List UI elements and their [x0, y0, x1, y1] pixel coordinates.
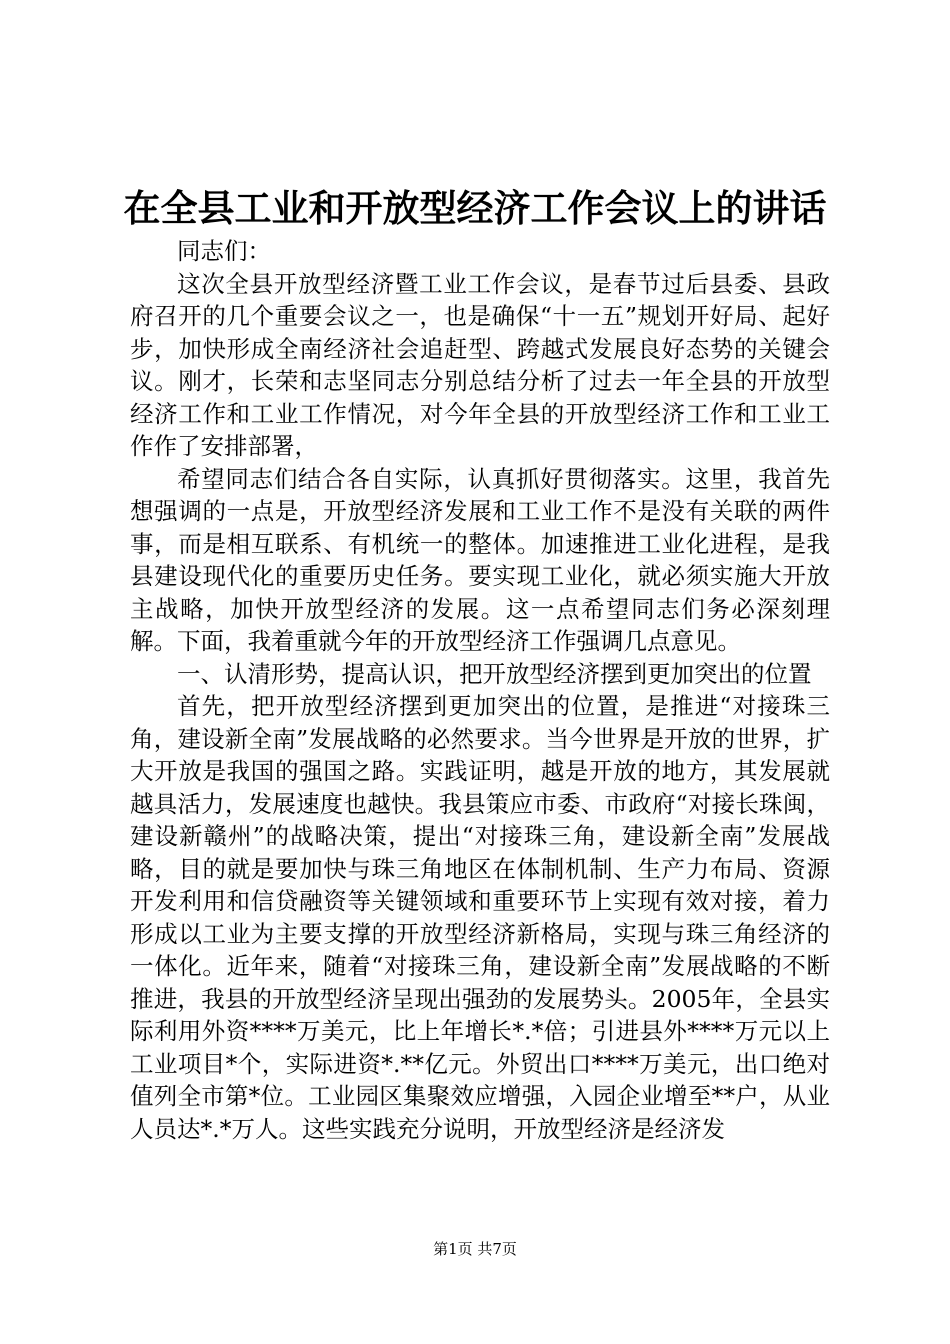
- body-paragraph: 这次全县开放型经济暨工业工作会议，是春节过后县委、县政府召开的几个重要会议之一，也是确保“十一五”规划开好局、起好步，加快形成全南经济社会追赶型、跨越式发展良好态势的关键会议。刚才，长荣和志坚同志分别总结分析了过去一年全县的开放型经济工作和工业工作情况，对今年全县的开放型经济工作和工业工作作了安排部署，: [130, 269, 830, 460]
- document-title: 在全县工业和开放型经济工作会议上的讲话: [123, 186, 827, 230]
- page-footer: 第1页 共7页: [433, 1240, 517, 1258]
- body-paragraph: 希望同志们结合各自实际，认真抓好贯彻落实。这里，我首先想强调的一点是，开放型经济发展和工业工作不是没有关联的两件事，而是相互联系、有机统一的整体。加速推进工业化进程，是我县建设现代化的重要历史任务。要实现工业化，就必须实施大开放主战略，加快开放型经济的发展。这一点希望同志们务必深刻理解。下面，我着重就今年的开放型经济工作强调几点意见。: [130, 464, 830, 655]
- body-paragraph: 首先，把开放型经济摆到更加突出的位置，是推进“对接珠三角，建设新全南”发展战略的必然要求。当今世界是开放的世界，扩大开放是我国的强国之路。实践证明，越是开放的地方，其发展就越具活力，发展速度也越快。我县策应市委、市政府“对接长珠闽，建设新赣州”的战略决策，提出“对接珠三角，建设新全南”发展战略，目的就是要加快与珠三角地区在体制机制、生产力布局、资源开发利用和信贷融资等关键领域和重要环节上实现有效对接，着力形成以工业为主要支撑的开放型经济新格局，实现与珠三角经济的一体化。近年来，随着“对接珠三角，建设新全南”发展战略的不断推进，我县的开放型经济呈现出强劲的发展势头。2005年，全县实际利用外资****万美元，比上年增长*.*倍；引进县外****万元以上工业项目*个，实际进资*.**亿元。外贸出口****万美元，出口绝对值列全市第*位。工业园区集聚效应增强，入园企业增至**户，从业人员达*.*万人。这些实践充分说明，开放型经济是经济发: [130, 692, 830, 1143]
- document-body: [130, 235, 830, 1145]
- salutation-paragraph: 同志们：: [177, 237, 271, 265]
- section-heading: 一、认清形势，提高认识，把开放型经济摆到更加突出的位置: [177, 659, 812, 688]
